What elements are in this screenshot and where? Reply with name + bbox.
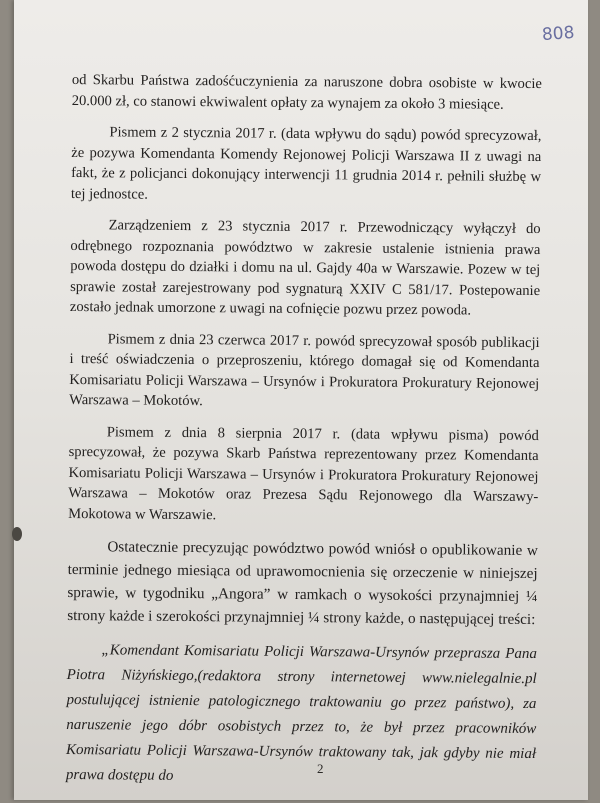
quoted-statement: „Komendant Komisariatu Policji Warszawa-Ursynów przeprasza Pana Piotra Niżyńskiego,(redaktora strony internetowej www.nielegalnie.pl postulującej istnienie patologicznego traktowaniu go przez państwo), za naruszenie jego dóbr osobistych przez to, że był przez pracowników Komisariatu Policji Warszawa-Ursynów traktowany tak, jak gdyby nie miał prawa dostępu do	[65, 642, 537, 784]
paragraph-3: Zarządzeniem z 23 stycznia 2017 r. Przewodniczący wyłączył do odrębnego rozpoznania powództwo w zakresie ustalenie istnienia prawa powoda dostępu do działki i domu na ul. Gajdy 40a w Warszawie. Pozew w tej sprawie został zarejestrowany pod sygnaturą XXIV C 581/17. Postepowanie zostało jednak umorzone z uwagi na cofnięcie pozwu przez powoda.	[69, 217, 541, 319]
paragraph-2: Pismem z 2 stycznia 2017 r. (data wpływu do sądu) powód sprecyzował, że pozywa Komendanta Komendy Rejonowej Policji Warszawa II z uwagi na fakt, że z policjanci dokonujący interwencji 11 grudnia 2014 r. pełnili służbę w tej jednostce.	[70, 124, 542, 203]
document-page	[14, 0, 588, 800]
page-number: 2	[317, 761, 324, 776]
document-body	[66, 70, 542, 803]
handwritten-page-number: 808	[540, 22, 575, 46]
paragraph-4: Pismem z dnia 23 czerwca 2017 r. powód sprecyzował sposób publikacji i treść oświadczenia o przeproszeniu, którego domagał się od Komendanta Komisariatu Policji Warszawa – Ursynów i Prokuratora Prokuratury Rejonowej Warszawa – Mokotów.	[69, 330, 540, 410]
paragraph-1: od Skarbu Państwa zadośćuczynienia za naruszone dobra osobiste w kwocie 20.000 zł, co stanowi ekwiwalent opłaty za wynajem za około 3 miesiące.	[71, 71, 542, 113]
binder-hole	[12, 527, 22, 541]
paragraph-6: Ostatecznie precyzując powództwo powód wniósł o opublikowanie w terminie jednego miesiąca od uprawomocnienia się orzeczenie w niniejszej sprawie, w tygodniku „Angora” w ramkach o wysokości przynajmniej ¼ strony każde i szerokości przynajmniej ¼ strony każde, o następującej treści:	[67, 538, 538, 629]
paragraph-5: Pismem z dnia 8 sierpnia 2017 r. (data wpływu pisma) powód sprecyzował, że pozywa Skarb Państwa reprezentowany przez Komendanta Komisariatu Policji Warszawa – Ursynów i Prokuratora Prokuratury Rejonowej Warszawa – Mokotów oraz Prezesa Sądu Rejonowego dla Warszawy-Mokotowa w Warszawie.	[68, 423, 539, 523]
